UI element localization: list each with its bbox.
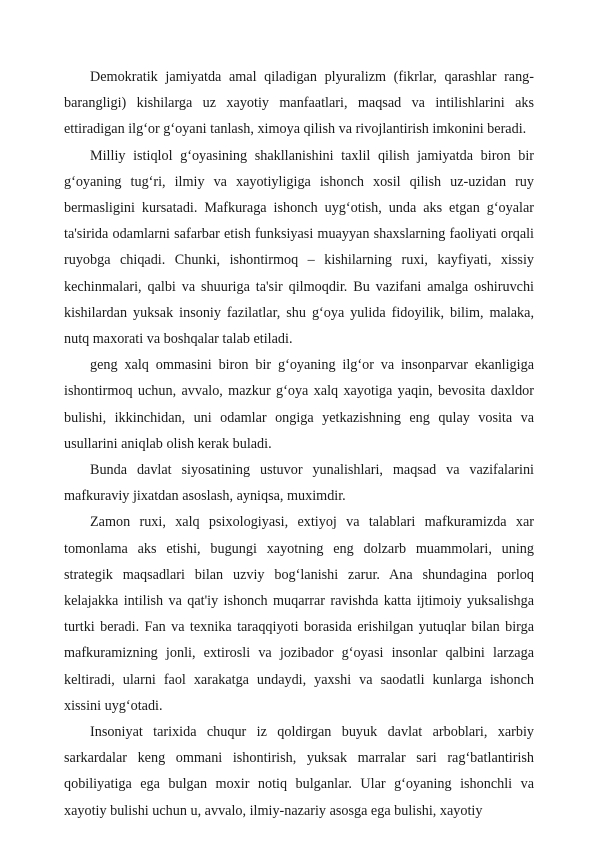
document-page [64,64,534,824]
paragraph-convincing-masses: geng xalq ommasini biron bir g‘oyaning ilg‘or va insonparvar ekanligiga ishontirmoq uchun, avvalo, mazkur g‘oya xalq xayotiga yaqin, bevosita daxldor bulishi, ikkinchidan, uni odamlar ongiga yetkazishning eng qulay vosita va usullarini aniqlab olish kerak buladi. [64,357,534,452]
paragraph-spirit-of-time: Zamon ruxi, xalq psixologiyasi, extiyoj va talablari mafkuramizda xar tomonlama aks etishi, bugungi xayotning eng dolzarb muammolari, uning strategik maqsadlari bilan uzviy bog‘lanishi zarur. Ana shundagina porloq kelajakka intilish va qat'iy ishonch muqarrar ravishda katta ijtimoiy yuksalishga turtki beradi. Fan va texnika taraqqiyoti borasida erishilgan yutuqlar bilan birga mafkuramizning jonli, extirosli va jozibador g‘oyasi insonlar qalbini larzaga keltiradi, ularni faol xarakatga undaydi, yaxshi va saodatli kunlarga ishonch xissini uyg‘otadi. [64,514,534,714]
paragraph-national-idea: Milliy istiqlol g‘oyasining shakllanishini taxlil qilish jamiyatda biron bir g‘oyaning tug‘ri, ilmiy va xayotiyligiga ishonch xosil qilish uz-uzidan ruy bermasligini kursatadi. Mafkuraga ishonch uyg‘otish, unda aks etgan g‘oyalar ta'sirida odamlarni safarbar etish funksiyasi muayyan shaxslarning faoliyati orqali ruyobga chiqadi. Chunki, ishontirmoq – kishilarning ruxi, kayfiyati, xissiy kechinmalari, qalbi va shuuriga ta'sir qilmoqdir. Bu vazifani amalga oshiruvchi kishilardan yuksak insoniy fazilatlar, shu g‘oya yulida fidoyilik, bilim, malaka, nutq maxorati va boshqalar talab etiladi. [64,147,534,348]
paragraph-history-orators: Insoniyat tarixida chuqur iz qoldirgan buyuk davlat arboblari, xarbiy sarkardalar keng ommani ishontirish, yuksak marralar sari rag‘batlantirish qobiliyatiga ega bulgan moxir notiq bulganlar. Ular g‘oyaning ishonchli va xayotiy bulishi uchun u, avvalo, ilmiy-nazariy asosga ega bulishi, xayotiy [64,724,534,819]
paragraph-pluralism: Demokratik jamiyatda amal qiladigan plyuralizm (fikrlar, qarashlar rang-barangligi) kishilarga uz xayotiy manfaatlari, maqsad va intilishlarini aks ettiradigan ilg‘or g‘oyani tanlash, ximoya qilish va rivojlantirish imkonini beradi. [64,69,534,138]
paragraph-state-policy: Bunda davlat siyosatining ustuvor yunalishlari, maqsad va vazifalarini mafkuraviy jixatdan asoslash, ayniqsa, muximdir. [64,462,534,505]
